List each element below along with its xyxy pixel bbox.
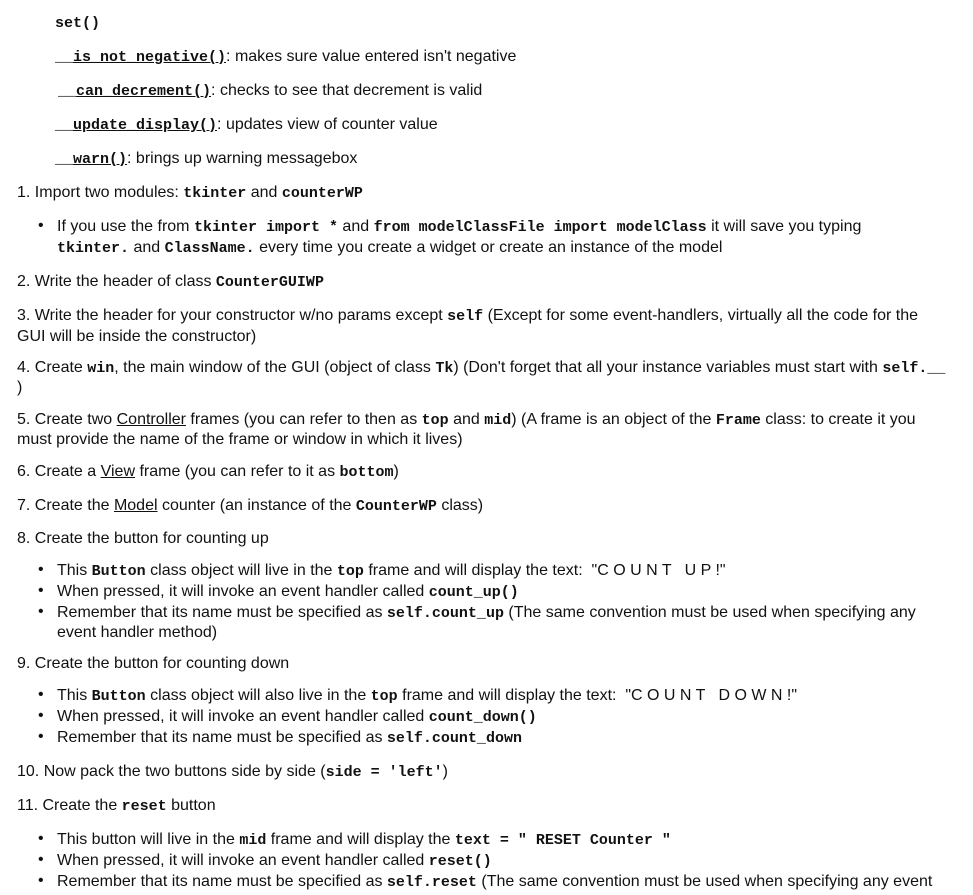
bullet-icon: •: [38, 830, 44, 847]
step-6: 6. Create a View frame (you can refer to it as bottom): [17, 463, 399, 481]
bullet-icon: •: [38, 582, 44, 599]
step-8: 8. Create the button for counting up: [17, 530, 269, 547]
method-code: warn(): [73, 151, 128, 168]
method-is-not-negative: __is_not_negative(): makes sure value entered isn't negative: [55, 48, 517, 66]
step-9-bullet-2: When pressed, it will invoke an event handler called count_down(): [57, 708, 537, 726]
method-desc: : checks to see that decrement is valid: [211, 82, 483, 99]
method-code: set(): [55, 15, 101, 32]
bullet-icon: •: [38, 707, 44, 724]
bullet-icon: •: [38, 561, 44, 578]
bullet-icon: •: [38, 872, 44, 889]
method-set: [55, 13, 100, 34]
step-8-bullet-2: When pressed, it will invoke an event handler called count_up(): [57, 583, 519, 601]
method-desc: : brings up warning messagebox: [127, 150, 358, 167]
bullet-icon: •: [38, 728, 44, 745]
step-9: 9. Create the button for counting down: [17, 655, 290, 672]
step-7: 7. Create the Model counter (an instance of the CounterWP class): [17, 497, 484, 515]
step-1-note-line-1: If you use the from tkinter import * and from modelClassFile import modelClass it will save you typing: [57, 218, 862, 236]
bullet-icon: •: [38, 686, 44, 703]
method-update-display: __update_display(): updates view of counter value: [55, 116, 438, 134]
method-code: can_decrement(): [76, 83, 212, 100]
step-4-line-2: ): [17, 379, 23, 396]
step-8-bullet-3-line-1: Remember that its name must be specified as self.count_up (The same convention must be used when specifying any: [57, 604, 916, 622]
step-8-bullet-3-line-2: event handler method): [57, 624, 218, 641]
bullet-icon: •: [38, 217, 44, 234]
step-2: 2. Write the header of class CounterGUIWP: [17, 273, 324, 291]
step-9-bullet-3: Remember that its name must be specified as self.count_down: [57, 729, 522, 747]
step-1-note-line-2: tkinter. and ClassName. every time you create a widget or create an instance of the model: [57, 239, 723, 257]
step-3-line-1: 3. Write the header for your constructor w/no params except self (Except for some event-handlers, virtually all the code for the: [17, 307, 919, 325]
step-9-bullet-1: This Button class object will also live in the top frame and will display the text: "C O U N T D O W N !": [57, 687, 798, 705]
step-5-line-1: 5. Create two Controller frames (you can refer to then as top and mid) (A frame is an object of the Frame class: to create it you: [17, 411, 916, 429]
step-11-bullet-2: When pressed, it will invoke an event handler called reset(): [57, 852, 492, 870]
method-desc: : makes sure value entered isn't negative: [226, 48, 517, 65]
step-11-bullet-3: Remember that its name must be specified as self.reset (The same convention must be used when specifying any event: [57, 873, 933, 891]
step-11-bullet-1: This button will live in the mid frame and will display the text = " RESET Counter ": [57, 831, 671, 849]
step-1: 1. Import two modules: tkinter and counterWP: [17, 184, 363, 202]
step-10: 10. Now pack the two buttons side by side (side = 'left'): [17, 763, 448, 781]
step-4-line-1: 4. Create win, the main window of the GUI (object of class Tk) (Don't forget that all your instance variables must start with self.__: [17, 359, 946, 377]
method-code: update_display(): [73, 117, 218, 134]
bullet-icon: •: [38, 851, 44, 868]
method-code: is_not_negative(): [73, 49, 227, 66]
step-3-line-2: GUI will be inside the constructor): [17, 328, 257, 345]
method-warn: __warn(): brings up warning messagebox: [55, 150, 358, 168]
step-5-line-2: must provide the name of the frame or window in which it lives): [17, 431, 463, 448]
method-desc: : updates view of counter value: [217, 116, 438, 133]
bullet-icon: •: [38, 603, 44, 620]
method-can-decrement: __can_decrement(): checks to see that decrement is valid: [58, 82, 483, 100]
step-8-bullet-1: This Button class object will live in the top frame and will display the text: "C O U N T U P !": [57, 562, 726, 580]
step-11: 11. Create the reset button: [17, 797, 216, 815]
